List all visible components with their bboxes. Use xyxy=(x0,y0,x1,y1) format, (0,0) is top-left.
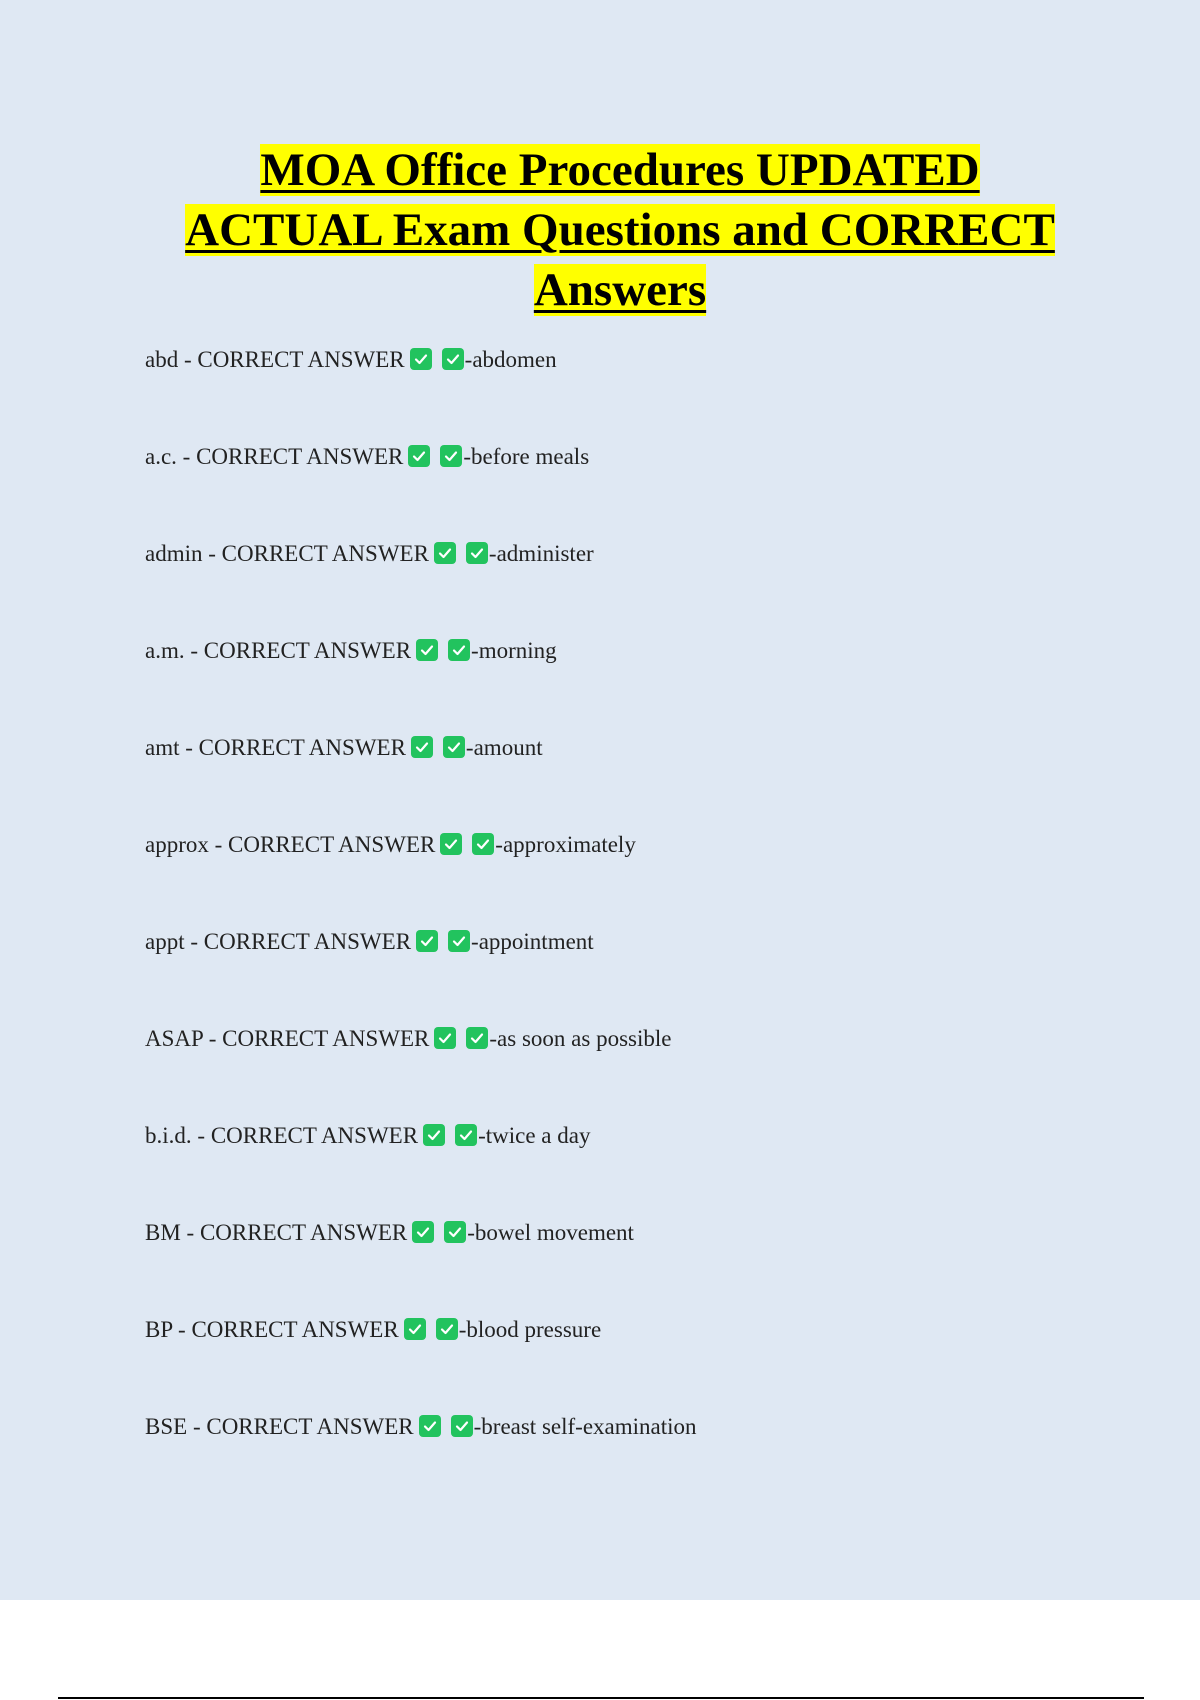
check-box-icon xyxy=(442,348,464,370)
check-box-icon xyxy=(416,930,438,952)
check-box-icon xyxy=(443,736,465,758)
check-box-icon xyxy=(448,639,470,661)
correct-answer-label: CORRECT ANSWER xyxy=(199,1220,408,1245)
entry-term: a.m. xyxy=(145,638,185,663)
entry-definition: as soon as possible xyxy=(497,1026,672,1051)
check-box-icon xyxy=(410,348,432,370)
check-box-icon xyxy=(448,930,470,952)
entry-term: b.i.d. xyxy=(145,1123,192,1148)
check-box-icon xyxy=(404,1318,426,1340)
entry-term: amt xyxy=(145,735,180,760)
list-item: abd - CORRECT ANSWER -abdomen xyxy=(145,347,557,372)
check-box-icon xyxy=(411,736,433,758)
check-box-icon xyxy=(451,1415,473,1437)
list-item: admin - CORRECT ANSWER -administer xyxy=(145,541,594,566)
list-item: BP - CORRECT ANSWER -blood pressure xyxy=(145,1317,602,1342)
list-item: b.i.d. - CORRECT ANSWER -twice a day xyxy=(145,1123,591,1148)
correct-answer-label: CORRECT ANSWER xyxy=(203,638,412,663)
entry-definition: administer xyxy=(496,541,594,566)
correct-answer-label: CORRECT ANSWER xyxy=(210,1123,419,1148)
check-box-icon xyxy=(423,1124,445,1146)
correct-answer-label: CORRECT ANSWER xyxy=(196,444,404,469)
check-box-icon xyxy=(440,833,462,855)
check-box-icon xyxy=(472,833,494,855)
check-box-icon xyxy=(436,1318,458,1340)
list-item: BM - CORRECT ANSWER -bowel movement xyxy=(145,1220,634,1245)
check-box-icon xyxy=(444,1221,466,1243)
list-item: amt - CORRECT ANSWER -amount xyxy=(145,735,543,760)
entry-definition: appointment xyxy=(478,929,594,954)
check-box-icon xyxy=(466,542,488,564)
entry-term: BSE xyxy=(145,1414,188,1439)
entry-definition: before meals xyxy=(471,444,590,469)
entry-definition: twice a day xyxy=(485,1123,591,1148)
document-title xyxy=(60,140,1180,320)
entry-term: admin xyxy=(145,541,203,566)
correct-answer-label: CORRECT ANSWER xyxy=(228,832,436,857)
entry-definition: bowel movement xyxy=(474,1220,634,1245)
correct-answer-label: CORRECT ANSWER xyxy=(221,541,429,566)
list-item: a.c. - CORRECT ANSWER -before meals xyxy=(145,444,590,469)
correct-answer-label: CORRECT ANSWER xyxy=(197,347,405,372)
entry-term: appt xyxy=(145,929,185,954)
title-line-3: Answers xyxy=(533,264,707,316)
check-box-icon xyxy=(412,1221,434,1243)
check-box-icon xyxy=(416,639,438,661)
check-box-icon xyxy=(434,542,456,564)
entry-definition: abdomen xyxy=(472,347,557,372)
check-box-icon xyxy=(408,445,430,467)
entry-definition: morning xyxy=(478,638,557,663)
check-box-icon xyxy=(466,1027,488,1049)
title-line-2: ACTUAL Exam Questions and CORRECT xyxy=(185,204,1055,256)
entry-definition: breast self-examination xyxy=(481,1414,697,1439)
correct-answer-label: CORRECT ANSWER xyxy=(191,1317,399,1342)
list-item: BSE - CORRECT ANSWER -breast self-examination xyxy=(145,1414,697,1439)
entry-term: abd xyxy=(145,347,179,372)
entry-term: BM xyxy=(145,1220,181,1245)
entry-term: BP xyxy=(145,1317,173,1342)
check-box-icon xyxy=(455,1124,477,1146)
entry-definition: blood pressure xyxy=(466,1317,602,1342)
entry-term: approx xyxy=(145,832,209,857)
check-box-icon xyxy=(434,1027,456,1049)
check-box-icon xyxy=(419,1415,441,1437)
list-item: ASAP - CORRECT ANSWER -as soon as possible xyxy=(145,1026,672,1051)
entry-term: a.c. xyxy=(145,444,177,469)
list-item: appt - CORRECT ANSWER -appointment xyxy=(145,929,594,954)
correct-answer-label: CORRECT ANSWER xyxy=(222,1026,430,1051)
list-item: a.m. - CORRECT ANSWER -morning xyxy=(145,638,557,663)
entry-definition: approximately xyxy=(502,832,636,857)
title-line-1: MOA Office Procedures UPDATED xyxy=(260,144,980,196)
list-item: approx - CORRECT ANSWER -approximately xyxy=(145,832,636,857)
entry-term: ASAP xyxy=(145,1026,203,1051)
correct-answer-label: CORRECT ANSWER xyxy=(198,735,406,760)
correct-answer-label: CORRECT ANSWER xyxy=(206,1414,414,1439)
term-list xyxy=(145,343,1145,1507)
correct-answer-label: CORRECT ANSWER xyxy=(203,929,412,954)
entry-definition: amount xyxy=(473,735,543,760)
footer-divider xyxy=(58,1697,1144,1699)
check-box-icon xyxy=(440,445,462,467)
